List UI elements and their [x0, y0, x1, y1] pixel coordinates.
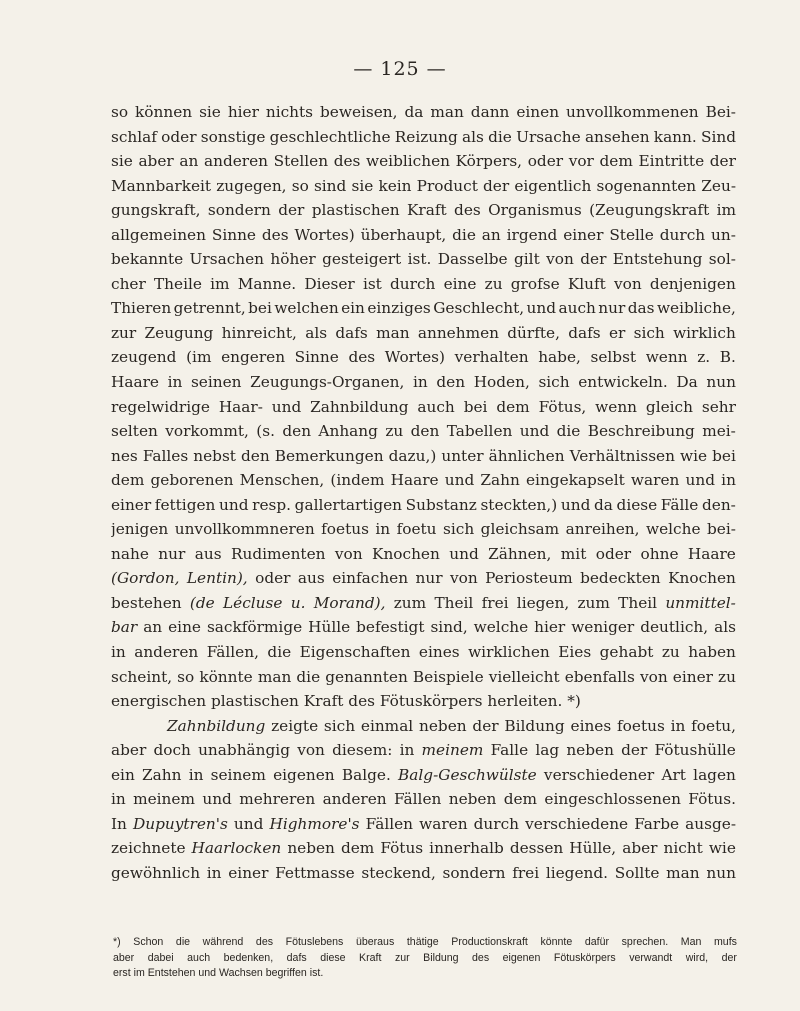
text-line: einer fettigen und resp. gallertartigen Substanz steckten,) und da diese Fälle den- [111, 495, 736, 514]
text-line: Thieren getrennt, bei welchen ein einziges Geschlecht, und auch nur das weibliche, [111, 299, 736, 318]
text-line: gewöhnlich in einer Fettmasse steckend, sondern frei liegend. Sollte man nun [111, 863, 736, 882]
text-line: (Gordon, Lentin), oder aus einfachen nur von Periosteum bedeckten Knochen [111, 569, 736, 588]
text-line: dem geborenen Menschen, (indem Haare und Zahn eingekapselt waren und in [111, 471, 736, 490]
text-line: Mannbarkeit zugegen, so sind sie kein Product der eigentlich sogenannten Zeu- [111, 176, 736, 195]
text-line: jenigen unvollkommneren foetus in foetu sich gleichsam anreihen, welche bei- [111, 520, 736, 539]
text-line: zeichnete Haarlocken neben dem Fötus innerhalb dessen Hülle, aber nicht wie [111, 839, 736, 858]
text-line: erst im Entstehen und Wachsen begriffen ist. [113, 967, 324, 979]
text-line: bestehen (de Lécluse u. Morand), zum Theil frei liegen, zum Theil unmittel- [111, 593, 736, 612]
text-line: in meinem und mehreren anderen Fällen neben dem eingeschlossenen Fötus. [111, 790, 736, 809]
text-line: In Dupuytren's und Highmore's Fällen waren durch verschiedene Farbe ausge- [111, 814, 736, 833]
text-line: *) Schon die während des Fötuslebens überaus thätige Productionskraft könnte dafür sprechen. Man mufs [113, 936, 737, 948]
text-line: selten vorkommt, (s. den Anhang zu den Tabellen und die Beschreibung mei- [111, 422, 736, 441]
text-line: sie aber an anderen Stellen des weiblichen Körpers, oder vor dem Eintritte der [111, 152, 736, 171]
text-line: zeugend (im engeren Sinne des Wortes) verhalten habe, selbst wenn z. B. [111, 348, 736, 367]
text-line: gungskraft, sondern der plastischen Kraft des Organismus (Zeugungskraft im [111, 201, 736, 220]
text-line: cher Theile im Manne. Dieser ist durch eine zu grofse Kluft von denjenigen [111, 274, 736, 293]
page-number-header: — 125 — [353, 58, 447, 80]
text-line: scheint, so könnte man die genannten Beispiele vielleicht ebenfalls von einer zu [111, 667, 736, 686]
text-line: in anderen Fällen, die Eigenschaften eines wirklichen Eies gehabt zu haben [111, 643, 736, 662]
text-line: so können sie hier nichts beweisen, da man dann einen unvollkommenen Bei- [111, 103, 736, 121]
main-text [111, 100, 736, 886]
text-line: zur Zeugung hinreicht, als dafs man annehmen dürfte, dafs er sich wirklich [111, 323, 736, 342]
text-line: allgemeinen Sinne des Wortes) überhaupt, die an irgend einer Stelle durch un- [111, 225, 736, 244]
text-line: bar an eine sackförmige Hülle befestigt sind, welche hier weniger deutlich, als [111, 618, 736, 637]
text-line: aber doch unabhängig von diesem: in meinem Falle lag neben der Fötushülle [111, 741, 736, 760]
text-line: regelwidrige Haar- und Zahnbildung auch bei dem Fötus, wenn gleich sehr [111, 397, 736, 416]
text-line: schlaf oder sonstige geschlechtliche Reizung als die Ursache ansehen kann. Sind [111, 127, 736, 146]
text-line: aber dabei auch bedenken, dafs diese Kraft zur Bildung des eigenen Fötuskörpers verwandt wird, der [113, 951, 737, 964]
text-line: ein Zahn in seinem eigenen Balge. Balg-Geschwülste verschiedener Art lagen [111, 765, 736, 784]
text-line: energischen plastischen Kraft des Fötuskörpers herleiten. *) [111, 692, 581, 711]
text-line: nes Falles nebst den Bemerkungen dazu,) unter ähnlichen Verhältnissen wie bei [111, 446, 736, 465]
text-line: Zahnbildung zeigte sich einmal neben der Bildung eines foetus in foetu, [167, 716, 736, 735]
text-line: bekannte Ursachen höher gesteigert ist. Dasselbe gilt von der Entstehung sol- [111, 250, 736, 269]
text-line: Haare in seinen Zeugungs-Organen, in den Hoden, sich entwickeln. Da nun [111, 373, 736, 392]
text-line: nahe nur aus Rudimenten von Knochen und Zähnen, mit oder ohne Haare [111, 544, 736, 563]
footnote [113, 935, 737, 982]
